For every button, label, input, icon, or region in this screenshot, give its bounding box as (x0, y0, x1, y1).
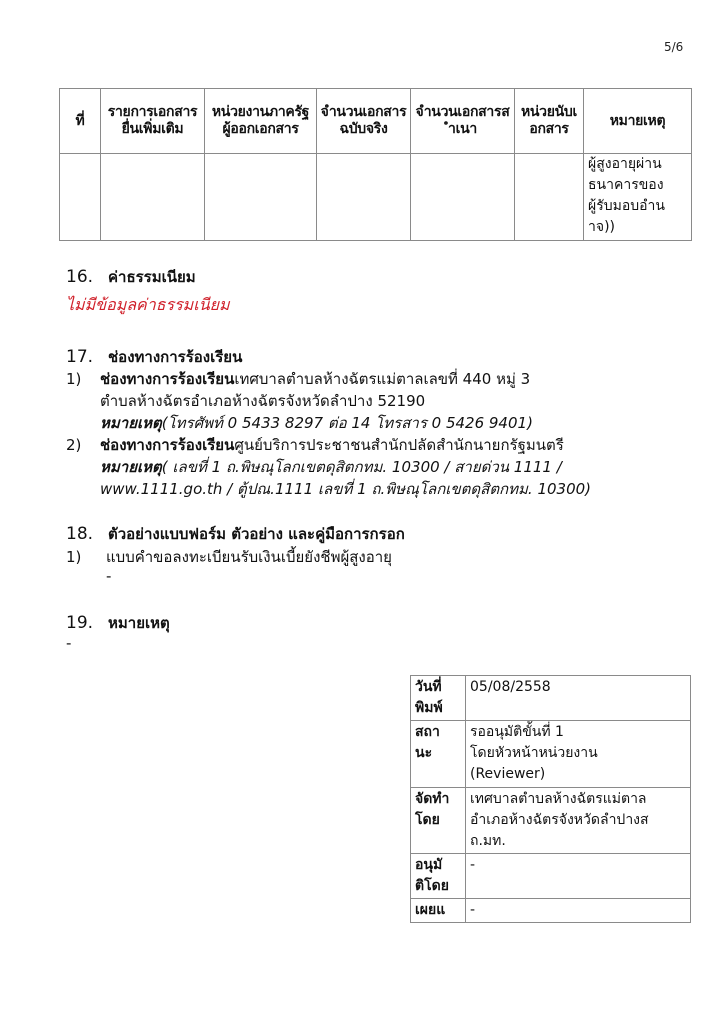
section-number: 17. (66, 347, 94, 367)
value-line: ถ.มท. (470, 833, 506, 849)
no-fee-text: ไม่มีข้อมูลค่าธรรมเนียม (66, 295, 230, 314)
meta-key (411, 788, 466, 854)
meta-key (411, 854, 466, 899)
note-text: (โทรศัพท์ 0 5433 8297 ต่อ 14 โทรสาร 0 5426 9401) (161, 414, 533, 432)
section-16-heading (66, 265, 196, 289)
table-header-row (60, 89, 692, 154)
value-line: - (470, 857, 476, 873)
key-line: พิมพ์ (415, 700, 443, 716)
section-19-text: - (66, 634, 72, 652)
meta-row-status (411, 721, 691, 788)
note-text: ( เลขที่ 1 ถ.พิษณุโลกเขตดุสิตกทม. 10300 / สายด่วน 1111 / (161, 458, 562, 476)
item-text: เทศบาลตำบลห้างฉัตรแม่ตาลเลขที่ 440 หมู่ 3 (234, 370, 531, 388)
section-title: ช่องทางการร้องเรียน (108, 348, 243, 366)
note-label: หมายเหตุ (100, 458, 162, 476)
section-number: 18. (66, 524, 94, 544)
header-note (584, 89, 692, 154)
complaint-item-2 (66, 433, 564, 457)
note-line: ธนาคารของ (588, 177, 664, 193)
key-line: จัดทำ (415, 791, 450, 807)
meta-value (466, 899, 691, 923)
header-text: หมายเหตุ (609, 112, 666, 129)
item-index: 2) (66, 436, 82, 454)
header-text: หน่วยงานภาครัฐผู้ออกเอกสาร (211, 104, 310, 137)
section-19-heading (66, 611, 170, 635)
item-text: ศูนย์บริการประชาชนสำนักปลัดสำนักนายกรัฐมนตรี (234, 436, 564, 454)
cell-copy-count (411, 154, 515, 241)
header-text: จำนวนเอกสารสำเนา (415, 104, 510, 137)
meta-row-published (411, 899, 691, 923)
value-line: รออนุมัติขั้นที่ 1 (470, 724, 564, 740)
meta-value (466, 854, 691, 899)
header-no (60, 89, 101, 154)
section-title: ตัวอย่างแบบฟอร์ม ตัวอย่าง และคู่มือการกรอก (108, 525, 405, 543)
meta-value (466, 788, 691, 854)
key-line: โดย (415, 812, 440, 828)
meta-key (411, 721, 466, 788)
value-line: 05/08/2558 (470, 679, 551, 695)
value-line: (Reviewer) (470, 766, 546, 782)
complaint-item-1-line2: ตำบลห้างฉัตรอำเภอห้างฉัตรจังหวัดลำปาง 52190 (100, 392, 426, 410)
item-label: ช่องทางการร้องเรียน (100, 436, 235, 454)
form-link[interactable]: แบบคำขอลงทะเบียนรับเงินเบี้ยยังชีพผู้สูงอายุ (106, 548, 392, 566)
meta-row-prepared-by (411, 788, 691, 854)
meta-value (466, 676, 691, 721)
key-line: นะ (415, 745, 433, 761)
meta-value (466, 721, 691, 788)
cell-note (584, 154, 692, 241)
cell-item (101, 154, 205, 241)
meta-key (411, 899, 466, 923)
header-copy-count (411, 89, 515, 154)
cell-unit (515, 154, 584, 241)
document-meta-table (410, 675, 691, 923)
note-line: ผู้รับมอบอำน (588, 198, 665, 214)
key-line: เผยแ (415, 902, 446, 918)
value-line: - (470, 902, 476, 918)
complaint-item-1-note (100, 411, 533, 435)
value-line: อำเภอห้างฉัตรจังหวัดลำปางส (470, 812, 649, 828)
header-text: ที่ (75, 112, 85, 129)
header-original-count (317, 89, 411, 154)
complaint-item-2-note-line2: www.1111.go.th / ตู้ปณ.1111 เลขที่ 1 ถ.พิษณุโลกเขตดุสิตกทม. 10300) (100, 480, 592, 498)
key-line: ติโดย (415, 878, 449, 894)
header-item (101, 89, 205, 154)
documents-table (59, 88, 692, 241)
item-label: ช่องทางการร้องเรียน (100, 370, 235, 388)
cell-original-count (317, 154, 411, 241)
section-title: หมายเหตุ (108, 614, 170, 632)
meta-key (411, 676, 466, 721)
section-17-heading (66, 345, 242, 369)
header-unit (515, 89, 584, 154)
page-number: 5/6 (664, 40, 684, 54)
value-line: โดยหัวหน้าหน่วยงาน (470, 745, 598, 761)
key-line: อนุมั (415, 857, 443, 873)
cell-no (60, 154, 101, 241)
form-item-1 (66, 545, 392, 569)
header-text: รายการเอกสารยื่นเพิ่มเติม (107, 104, 198, 137)
item-index: 1) (66, 370, 82, 388)
value-line: เทศบาลตำบลห้างฉัตรแม่ตาล (470, 791, 647, 807)
section-number: 19. (66, 613, 94, 633)
item-index: 1) (66, 548, 82, 566)
section-18-heading (66, 522, 405, 546)
meta-row-print-date (411, 676, 691, 721)
cell-agency (205, 154, 317, 241)
note-label: หมายเหตุ (100, 414, 162, 432)
note-line: าจ)) (588, 219, 615, 235)
complaint-item-1 (66, 367, 530, 391)
form-item-1-sub: - (106, 567, 112, 585)
complaint-item-2-note (100, 455, 562, 479)
meta-row-approved-by (411, 854, 691, 899)
header-text: หน่วยนับเอกสาร (520, 104, 577, 137)
key-line: สถา (415, 724, 440, 740)
key-line: วันที่ (415, 679, 442, 695)
header-agency (205, 89, 317, 154)
note-line: ผู้สูงอายุผ่าน (588, 156, 662, 172)
header-text: จำนวนเอกสารฉบับจริง (320, 104, 407, 137)
table-row (60, 154, 692, 241)
section-title: ค่าธรรมเนียม (108, 268, 196, 286)
section-number: 16. (66, 267, 94, 287)
